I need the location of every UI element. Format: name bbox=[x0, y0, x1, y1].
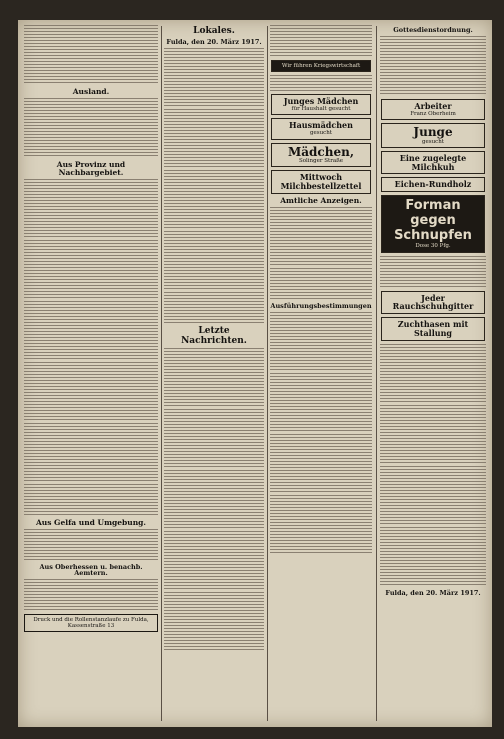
column-rule bbox=[161, 26, 162, 721]
text-block bbox=[24, 484, 158, 516]
print-footer-box: Druck und die Rollenstanzlaufe zu Fulda, Kassenstraße 13 bbox=[24, 614, 158, 632]
column-rule bbox=[376, 26, 377, 721]
masthead-lokales: Lokales. bbox=[193, 26, 235, 36]
advertisement: Junges Mädchen für Haushalt gesucht bbox=[271, 94, 371, 115]
text-block bbox=[164, 231, 264, 291]
advertisement: Eine zugelegte Milchkuh bbox=[381, 151, 485, 175]
advertisement: Jeder Rauchschuhgitter bbox=[381, 291, 485, 315]
text-block bbox=[24, 301, 158, 361]
advertisement: Wir führen Kriegswirtschaft bbox=[271, 60, 371, 72]
section-heading: Ausführungsbestimmungen bbox=[270, 301, 372, 310]
advertisement-forman: Forman gegen Schnupfen Dose 30 Pfg. bbox=[381, 195, 485, 252]
section-heading: Amtliche Anzeigen. bbox=[280, 196, 362, 206]
advertisement: Eichen-Rundholz bbox=[381, 177, 485, 192]
text-block bbox=[380, 344, 486, 404]
text-block bbox=[270, 373, 372, 433]
text-block bbox=[24, 179, 158, 239]
advertisement: Junge gesucht bbox=[381, 123, 485, 148]
text-block bbox=[270, 495, 372, 555]
column-2 bbox=[164, 24, 264, 723]
text-block bbox=[164, 348, 264, 408]
text-block bbox=[24, 423, 158, 483]
text-block bbox=[380, 256, 486, 288]
section-heading: Ausland. bbox=[72, 87, 110, 96]
text-block bbox=[24, 98, 158, 158]
text-block bbox=[164, 409, 264, 469]
text-block bbox=[380, 405, 486, 465]
text-block bbox=[380, 36, 486, 96]
date-line: Fulda, den 20. März 1917. bbox=[166, 38, 262, 47]
text-block bbox=[270, 25, 372, 57]
text-block bbox=[270, 312, 372, 372]
column-4 bbox=[380, 24, 486, 723]
section-heading: Gottesdienstordnung. bbox=[393, 26, 473, 34]
section-heading: Aus Oberhessen u. benachb. Aemtern. bbox=[39, 562, 143, 578]
text-block bbox=[24, 579, 158, 611]
column-3 bbox=[270, 24, 372, 723]
text-block bbox=[24, 25, 158, 85]
text-block bbox=[164, 531, 264, 591]
text-block bbox=[164, 470, 264, 530]
text-block bbox=[164, 109, 264, 169]
text-block bbox=[270, 434, 372, 494]
advertisement: Arbeiter Franz Oberheim bbox=[381, 99, 485, 120]
text-block bbox=[164, 592, 264, 652]
text-block bbox=[270, 268, 372, 300]
text-block bbox=[270, 207, 372, 267]
section-heading: Letzte Nachrichten. bbox=[181, 326, 247, 346]
text-block bbox=[270, 75, 372, 91]
newspaper-page bbox=[18, 20, 492, 727]
text-block bbox=[164, 292, 264, 324]
section-heading: Aus Gelfa und Umgebung. bbox=[35, 517, 147, 527]
text-block bbox=[380, 527, 486, 587]
advertisement: Hausmädchen gesucht bbox=[271, 118, 371, 139]
text-block bbox=[164, 170, 264, 230]
advertisement: Mädchen, Solinger Straße bbox=[271, 143, 371, 168]
text-block bbox=[380, 466, 486, 526]
advertisement: Mittwoch Milchbestellzettel bbox=[271, 170, 371, 194]
column-rule bbox=[267, 26, 268, 721]
advertisement: Zuchthasen mit Stallung bbox=[381, 317, 485, 341]
text-block bbox=[24, 240, 158, 300]
section-heading: Aus Provinz und Nachbargebiet. bbox=[56, 159, 126, 177]
text-block bbox=[164, 48, 264, 108]
column-1 bbox=[24, 24, 158, 723]
bottom-date: Fulda, den 20. März 1917. bbox=[385, 588, 481, 597]
text-block bbox=[24, 362, 158, 422]
text-block bbox=[24, 529, 158, 561]
